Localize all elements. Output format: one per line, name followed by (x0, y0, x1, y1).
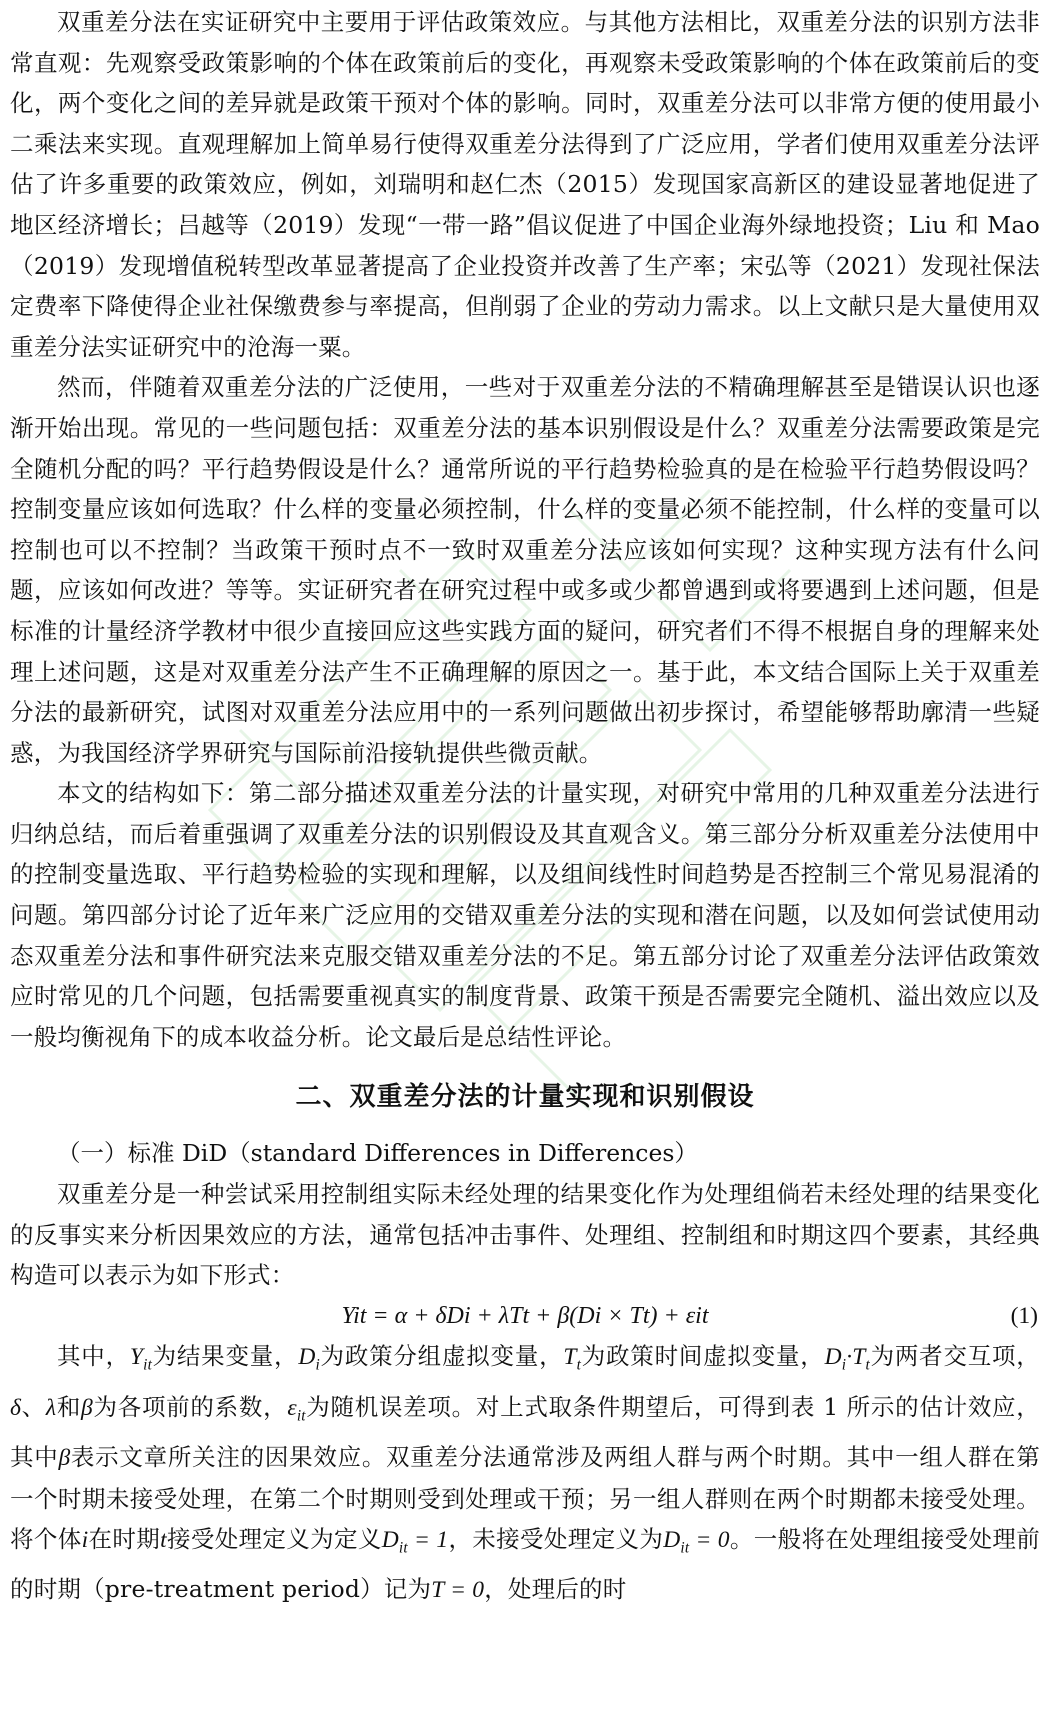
intro-paragraph-2: 然而，伴随着双重差分法的广泛使用，一些对于双重差分法的不精确理解甚至是错误认识也逐渐开始出现。常见的一些问题包括：双重差分法的基本识别假设是什么？双重差分法需要政策是完全随机分配的吗？平行趋势假设是什么？通常所说的平行趋势检验真的是在检验平行趋势假设吗？控制变量应该如何选取？什么样的变量必须控制，什么样的变量必须不能控制，什么样的变量可以控制也可以不控制？当政策干预时点不一致时双重差分法应该如何实现？这种实现方法有什么问题，应该如何改进？等等。实证研究者在研究过程中或多或少都曾遇到或将要遇到上述问题，但是标准的计量经济学教材中很少直接回应这些实践方面的疑问，研究者们不得不根据自身的理解来处理上述问题，这是对双重差分法产生不正确理解的原因之一。基于此，本文结合国际上关于双重差分法的最新研究，试图对双重差分法应用中的一系列问题做出初步探讨，希望能够帮助廓清一些疑惑，为我国经济学界研究与国际前沿接轨提供些微贡献。 (10, 373, 1040, 767)
math-beta: β (81, 1394, 93, 1421)
did-paragraph: 双重差分是一种尝试采用控制组实际未经处理的结果变化作为处理组倘若未经处理的结果变化的反事实来分析因果效应的方法，通常包括冲击事件、处理组、控制组和时期这四个要素，其经典构造可以表示为如下形式： (10, 1180, 1040, 1290)
math-beta: β (58, 1444, 71, 1471)
explanation-text: 和 (56, 1392, 82, 1421)
explanation-text: 为政策时间虚拟变量， (581, 1342, 825, 1371)
math-lambda: λ (45, 1394, 57, 1421)
explanation-text: 为结果变量， (152, 1342, 299, 1371)
explanation-text: 为随机误差项。对上式取条件期望后，可得到表 1 所示的估计效应，其中 (10, 1392, 1040, 1471)
explanation-text: ，未接受处理定义为 (448, 1525, 664, 1554)
section-heading: 二、双重差分法的计量实现和识别假设 (295, 1082, 755, 1113)
equation-row (10, 1296, 1040, 1337)
explanation-text: 在时期 (88, 1525, 161, 1554)
math-d-i-times-t-t: $D_i\cdot T_t$ (824, 1344, 870, 1375)
explanation-text: 其中， (57, 1342, 130, 1371)
math-epsilon-it: $\varepsilon_{it}$ (287, 1394, 306, 1425)
math-d-it-eq-0: $D_{it} = 0$ (663, 1527, 730, 1557)
explanation-text: ，处理后的时 (484, 1575, 627, 1604)
explanation-text: 为政策分组虚拟变量， (319, 1342, 564, 1371)
math-t-eq-0: T = 0 (431, 1577, 485, 1604)
equation-1 (10, 1296, 1040, 1337)
math-t: t (160, 1527, 167, 1554)
intro-paragraph-1: 双重差分法在实证研究中主要用于评估政策效应。与其他方法相比，双重差分法的识别方法非常直观：先观察受政策影响的个体在政策前后的变化，再观察未受政策影响的个体在政策前后的变化，两个变化之间的差异就是政策干预对个体的影响。同时，双重差分法可以非常方便的使用最小二乘法来实现。直观理解加上简单易行使得双重差分法得到了广泛应用，学者们使用双重差分法评估了许多重要的政策效应，例如，刘瑞明和赵仁杰（2015）发现国家高新区的建设显著地促进了地区经济增长；吕越等（2019）发现“一带一路”倡议促进了中国企业海外绿地投资；Liu 和 Mao（2019）发现增值税转型改革显著提高了企业投资并改善了生产率；宋弘等（2021）发现社保法定费率下降使得企业社保缴费参与率提高，但削弱了企业的劳动力需求。以上文献只是大量使用双重差分法实证研究中的沧海一粟。 (10, 8, 1040, 361)
explanation-text: 。一般将在处理组接受处理前的时期（pre-treatment period）记为 (10, 1525, 1040, 1604)
math-d-it-eq-1: $D_{it} = 1$ (381, 1527, 449, 1557)
equation-text: Yit = α + δDi + λTt + β(Di × Tt) + εit (341, 1302, 709, 1329)
equation-number: (1) (1010, 1302, 1038, 1329)
math-i: i (81, 1527, 89, 1554)
explanation-text: 为各项前的系数， (92, 1392, 288, 1421)
explanation-text: 为两者交互项， (870, 1342, 1040, 1371)
intro-paragraph-3: 本文的结构如下：第二部分描述双重差分法的计量实现，对研究中常用的几种双重差分法进行归纳总结，而后着重强调了双重差分法的识别假设及其直观含义。第三部分分析双重差分法使用中的控制变量选取、平行趋势检验的实现和理解，以及组间线性时间趋势是否控制三个常见易混淆的问题。第四部分讨论了近年来广泛应用的交错双重差分法的实现和潜在问题，以及如何尝试使用动态双重差分法和事件研究法来克服交错双重差分法的不足。第五部分讨论了双重差分法评估政策效应时常见的几个问题，包括需要重视真实的制度背景、政策干预是否需要完全随机、溢出效应以及一般均衡视角下的成本收益分析。论文最后是总结性评论。 (10, 779, 1040, 1051)
math-delta: δ (10, 1394, 22, 1421)
paper-page (10, 2, 1040, 1611)
math-d-i: $D_i$ (298, 1344, 320, 1375)
explanation-text: 表示文章所关注的因果效应。双重差分法通常涉及两组人群与两个时期。其中一组人群在第一个时期未接受处理，在第二个时期则受到处理或干预；另一组人群则在两个时期都未接受处理。将个体 (10, 1442, 1040, 1554)
subsection-heading: （一）标准 DiD（standard Differences in Differences） (57, 1139, 698, 1168)
explanation-text: 接受处理定义为定义 (166, 1525, 382, 1554)
math-t-t: $T_t$ (563, 1344, 582, 1375)
explanation-paragraph: 其中，$Y_{it}$为结果变量，$D_i$为政策分组虚拟变量，$T_t$为政策时间虚拟变量，$D_i\cdot T_t$为两者交互项，δ、λ和β为各项前的系数，$\varepsilon_{it}$为随机误差项。对上式取条件期望后，可得到表 1 所示的估计效应，其中β表示文章所关注的因果效应。双重差分法通常涉及两组人群与两个时期。其中一组人群在第一个时期未接受处理，在第二个时期则受到处理或干预；另一组人群则在两个时期都未接受处理。将个体i在时期t接受处理定义为定义$D_{it} = 1$，未接受处理定义为$D_{it} = 0$。一般将在处理组接受处理前的时期（pre-treatment period）记为T = 0，处理后的时 (10, 1342, 1040, 1604)
math-y-it: $Y_{it}$ (129, 1344, 153, 1375)
